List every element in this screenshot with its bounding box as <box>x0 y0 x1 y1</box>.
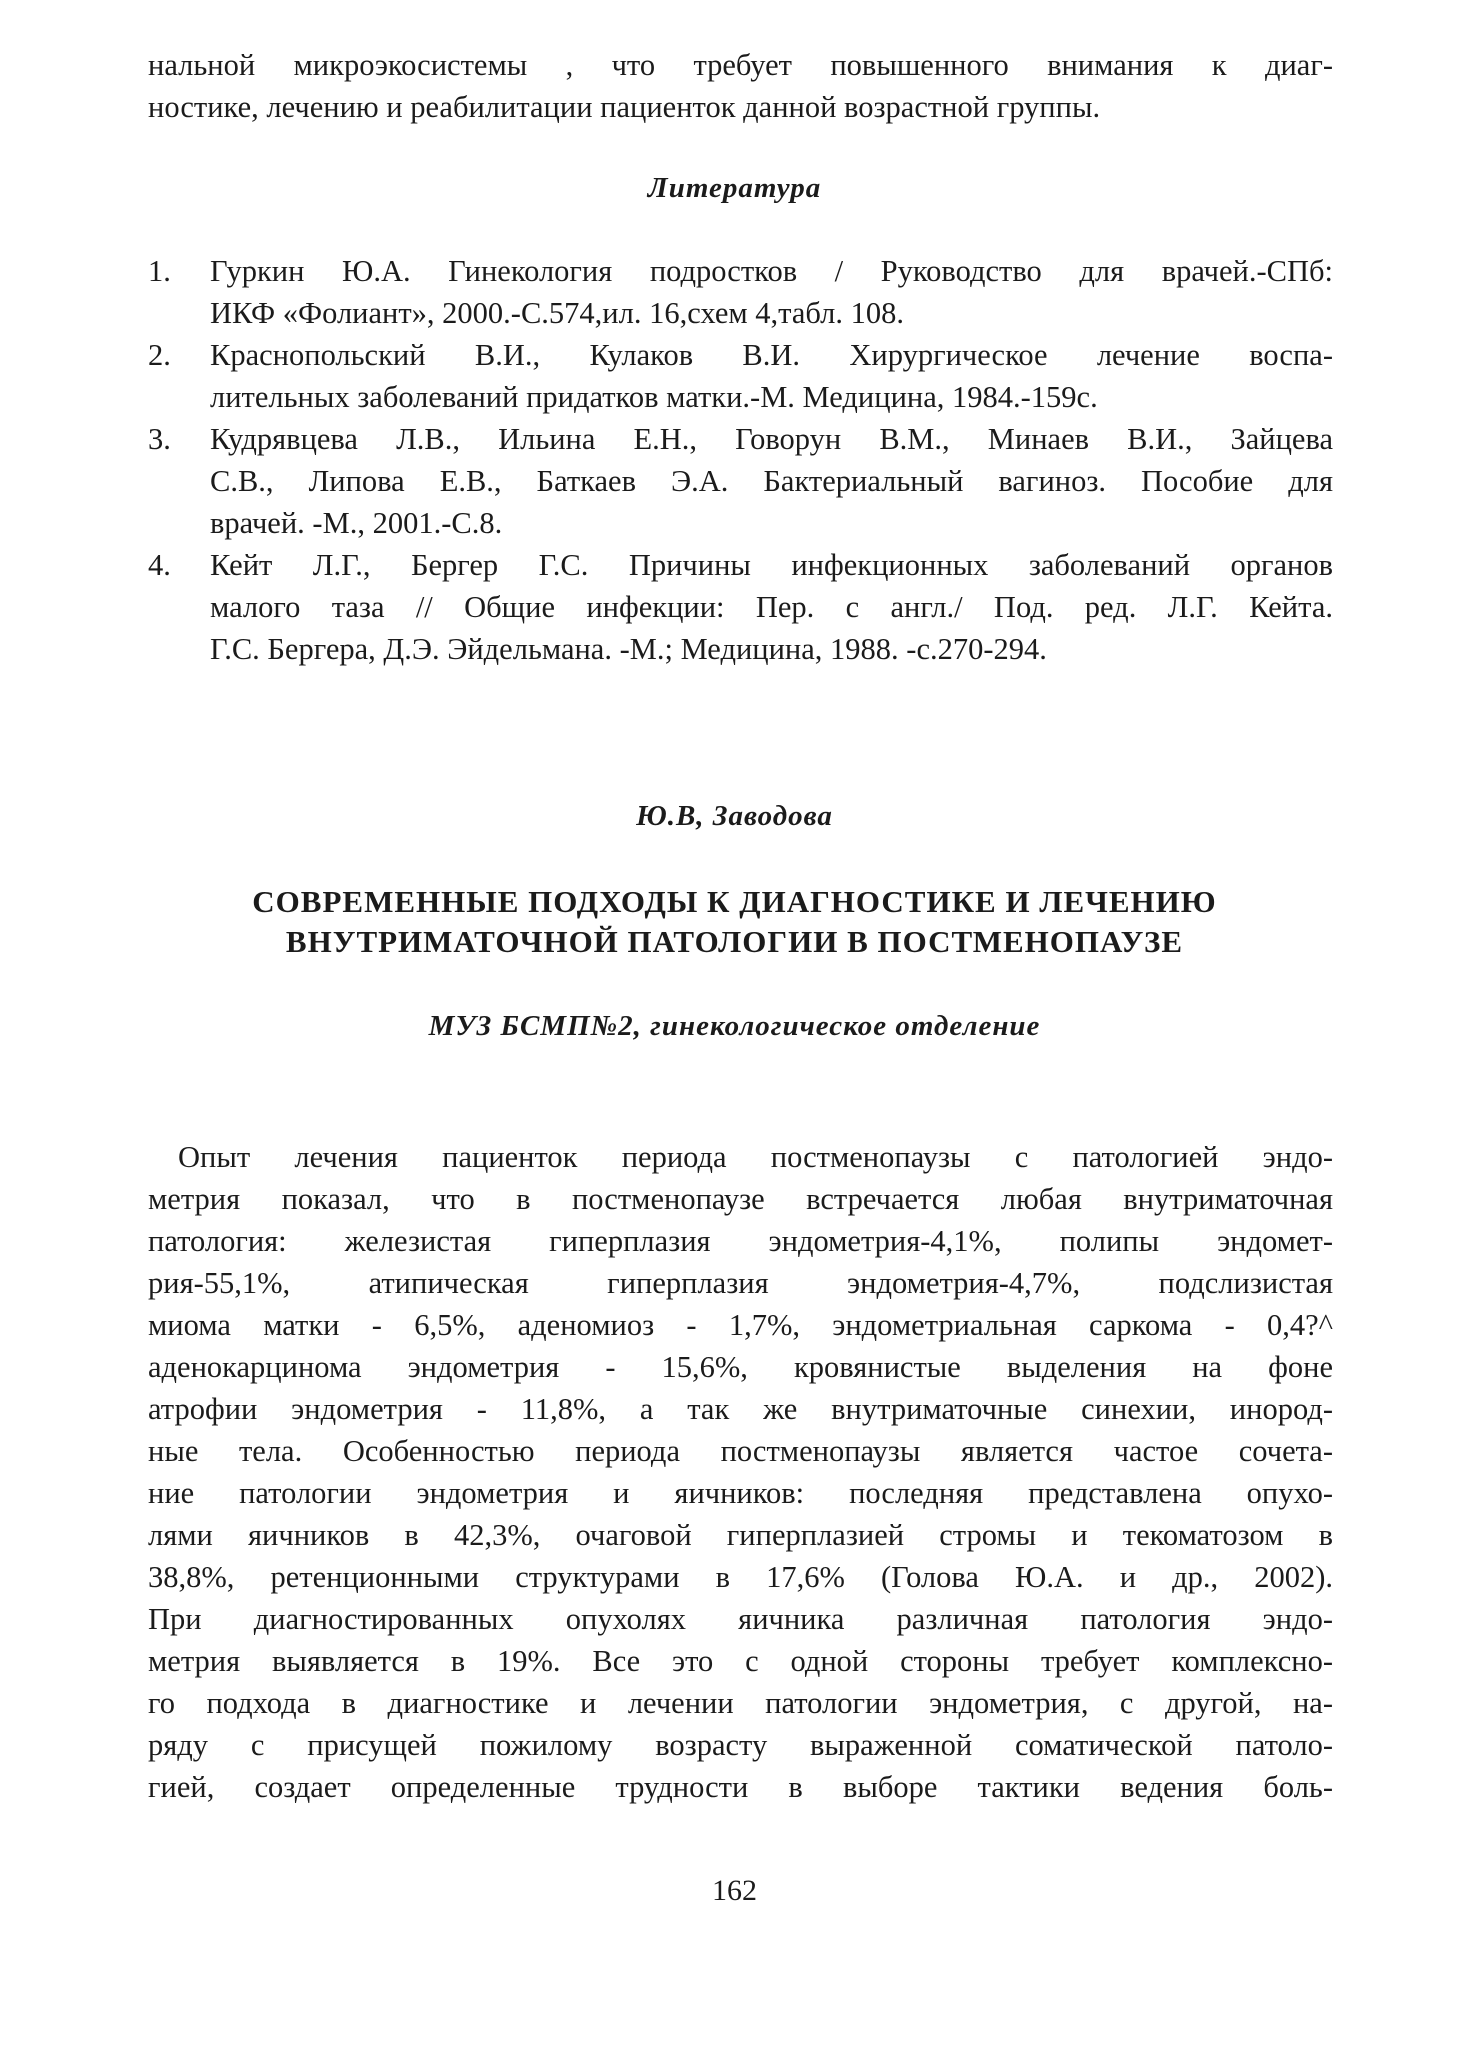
reference-number: 3. <box>148 422 171 456</box>
references-list <box>148 250 1333 670</box>
reference-item <box>148 418 1333 544</box>
text-line: го подхода в диагностике и лечении патологии эндометрия, с другой, на- <box>148 1686 1333 1720</box>
text-line: лями яичников в 42,3%, очаговой гиперплазией стромы и текоматозом в <box>148 1518 1333 1552</box>
text-line: С.В., Липова Е.В., Баткаев Э.А. Бактериальный вагиноз. Пособие для <box>210 464 1333 498</box>
reference-number: 2. <box>148 338 171 372</box>
text-line: Краснопольский В.И., Кулаков В.И. Хирургическое лечение воспа- <box>210 338 1333 372</box>
text-line: метрия показал, что в постменопаузе встречается любая внутриматочная <box>148 1182 1333 1216</box>
references-heading: Литература <box>647 172 822 204</box>
reference-item <box>148 250 1333 334</box>
title-line: ВНУТРИМАТОЧНОЙ ПАТОЛОГИИ В ПОСТМЕНОПАУЗЕ <box>285 924 1184 959</box>
text-line: Г.С. Бергера, Д.Э. Эйдельмана. -М.; Медицина, 1988. -с.270-294. <box>210 632 1047 666</box>
text-line: лительных заболеваний придатков матки.-М. Медицина, 1984.-159с. <box>210 380 1098 414</box>
reference-number: 1. <box>148 254 171 288</box>
text-line: При диагностированных опухолях яичника различная патология эндо- <box>148 1602 1333 1636</box>
affiliation: МУЗ БСМП№2, гинекологическое отделение <box>428 1010 1041 1042</box>
text-line: 38,8%, ретенционными структурами в 17,6% (Голова Ю.А. и др., 2002). <box>148 1560 1333 1594</box>
text-line: малого таза // Общие инфекции: Пер. с англ./ Под. ред. Л.Г. Кейта. <box>210 590 1333 624</box>
text-line: ряду с присущей пожилому возрасту выраженной соматической патоло- <box>148 1728 1333 1762</box>
reference-item <box>148 544 1333 670</box>
text-line: Кудрявцева Л.В., Ильина Е.Н., Говорун В.М., Минаев В.И., Зайцева <box>210 422 1333 456</box>
text-line: патология: железистая гиперплазия эндометрия-4,1%, полипы эндомет- <box>148 1224 1333 1258</box>
text-line: нальной микроэкосистемы , что требует повышенного внимания к диаг- <box>148 48 1333 82</box>
reference-item <box>148 334 1333 418</box>
text-line: метрия выявляется в 19%. Все это с одной стороны требует комплексно- <box>148 1644 1333 1678</box>
page-number: 162 <box>712 1874 757 1907</box>
text-line: ностике, лечению и реабилитации пациенток данной возрастной группы. <box>148 90 1101 124</box>
article-title <box>0 882 1469 962</box>
text-line: Опыт лечения пациенток периода постменопаузы с патологией эндо- <box>178 1140 1333 1174</box>
text-line: рия-55,1%, атипическая гиперплазия эндометрия-4,7%, подслизистая <box>148 1266 1333 1300</box>
top-paragraph <box>148 44 1333 128</box>
author-name: Ю.В, Заводова <box>636 800 833 832</box>
text-line: гией, создает определенные трудности в выборе тактики ведения боль- <box>148 1770 1333 1804</box>
text-line: ИКФ «Фолиант», 2000.-С.574,ил. 16,схем 4,табл. 108. <box>210 296 905 330</box>
reference-number: 4. <box>148 548 171 582</box>
text-line: Гуркин Ю.А. Гинекология подростков / Руководство для врачей.-СПб: <box>210 254 1333 288</box>
text-line: атрофии эндометрия - 11,8%, а так же внутриматочные синехии, инород- <box>148 1392 1333 1426</box>
text-line: аденокарцинома эндометрия - 15,6%, кровянистые выделения на фоне <box>148 1350 1333 1384</box>
text-line: Кейт Л.Г., Бергер Г.С. Причины инфекционных заболеваний органов <box>210 548 1333 582</box>
text-line: врачей. -М., 2001.-С.8. <box>210 506 503 540</box>
body-paragraph <box>148 1136 1333 1808</box>
text-line: миома матки - 6,5%, аденомиоз - 1,7%, эндометриальная саркома - 0,4?^ <box>148 1308 1333 1342</box>
title-line: СОВРЕМЕННЫЕ ПОДХОДЫ К ДИАГНОСТИКЕ И ЛЕЧЕНИЮ <box>252 884 1217 919</box>
text-line: ные тела. Особенностью периода постменопаузы является частое сочета- <box>148 1434 1333 1468</box>
text-line: ние патологии эндометрия и яичников: последняя представлена опухо- <box>148 1476 1333 1510</box>
